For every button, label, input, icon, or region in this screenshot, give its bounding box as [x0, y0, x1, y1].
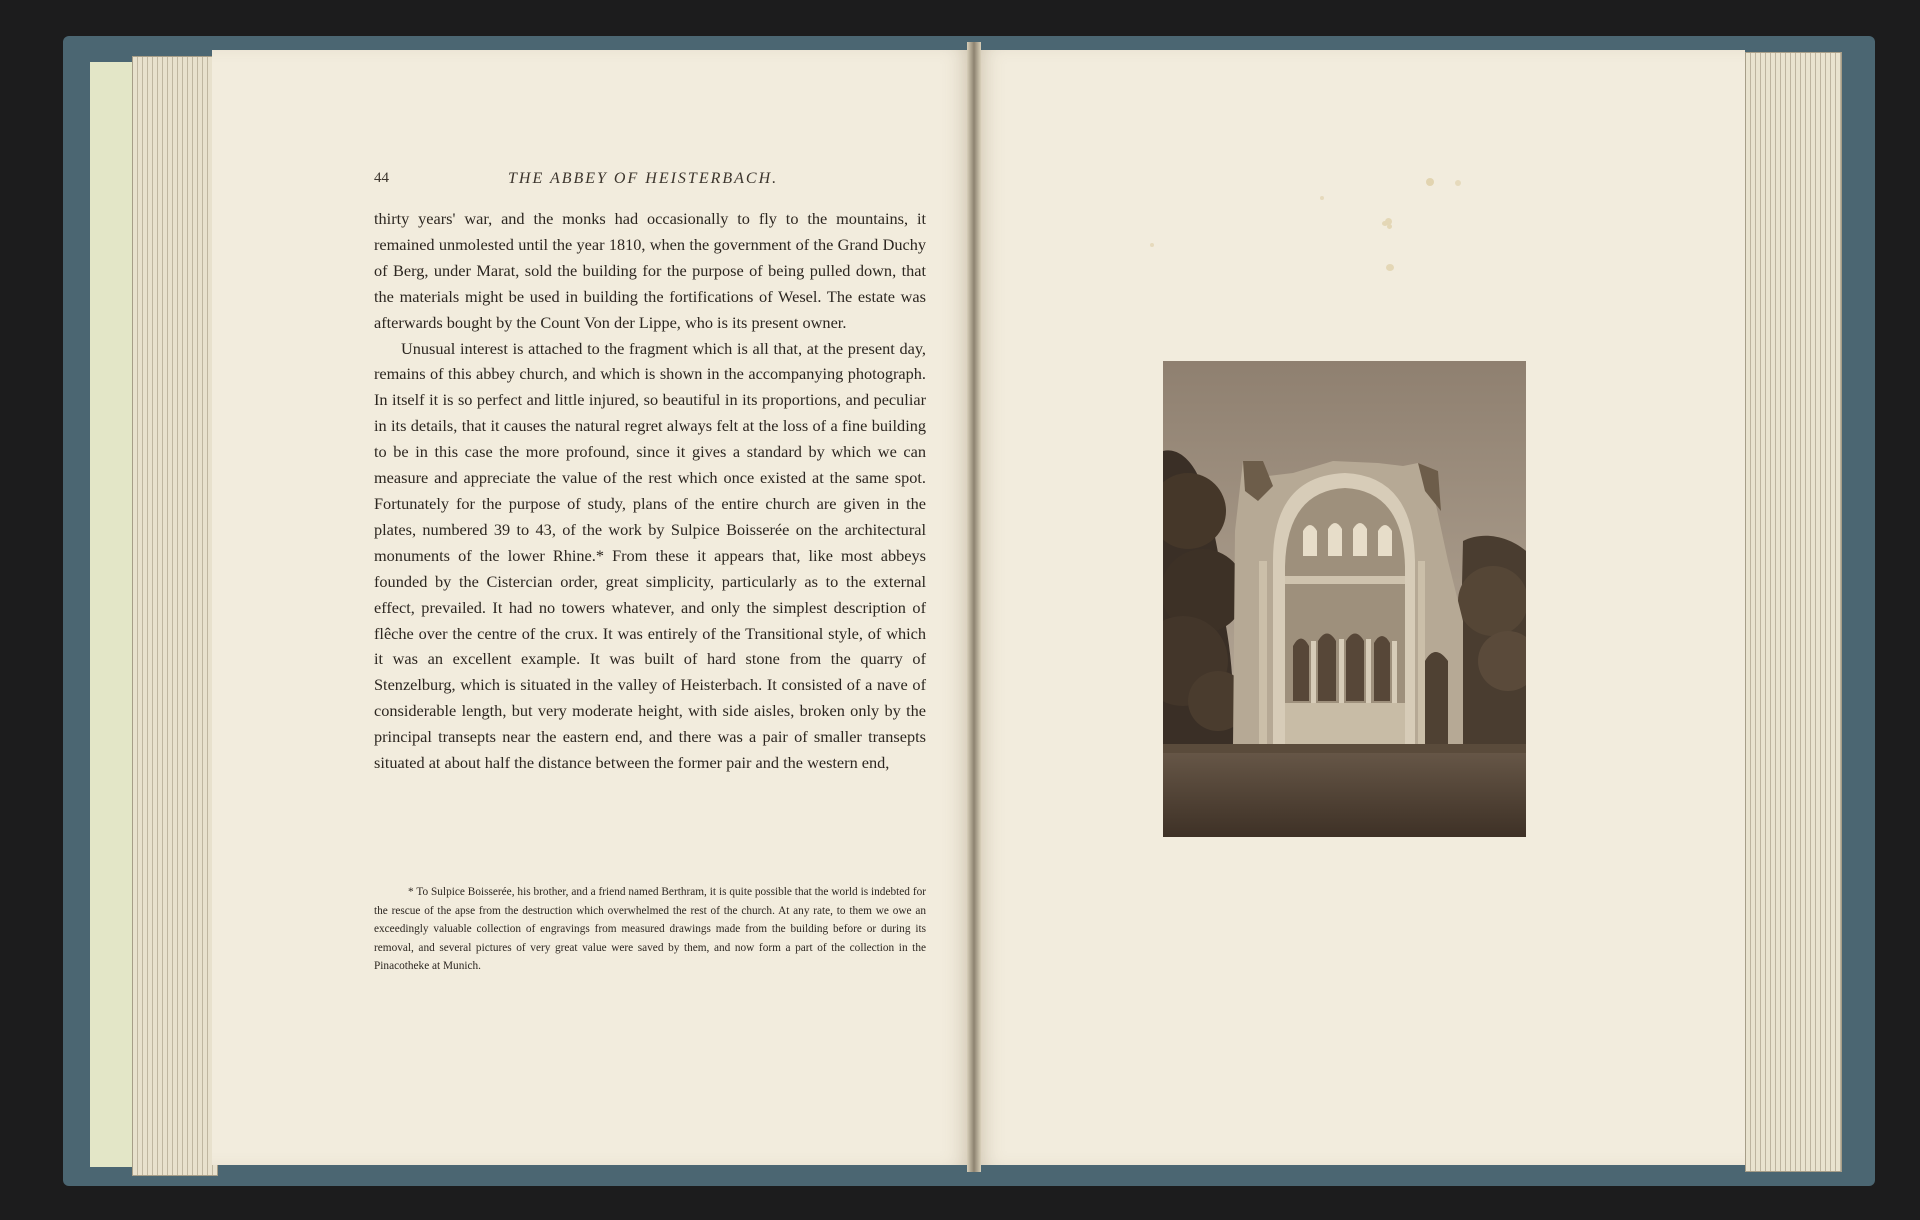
- footnote: * To Sulpice Boisserée, his brother, and a friend named Berthram, it is quite possible that the world is indebted for the rescue of the apse from the destruction which overwhelmed the rest of the church. At any rate, to them we owe an exceedingly valuable collection of engravings from measured drawings made from the building before or during its removal, and several pictures of very great value were saved by them, and now form a part of the collection in the Pinacotheke at Munich.: [374, 886, 926, 972]
- running-title: THE ABBEY OF HEISTERBACH.: [508, 170, 779, 187]
- paragraph: thirty years' war, and the monks had occasionally to fly to the mountains, it remained unmolested until the year 1810, when the government of the Grand Duchy of Berg, under Marat, sold the building for the purpose of being pulled down, that the materials might be used in building the fortifications of Wesel. The estate was afterwards bought by the Count Von der Lippe, who is its present owner.: [374, 209, 926, 332]
- page-number: 44: [374, 170, 389, 186]
- page-stack-left: [132, 56, 218, 1176]
- abbey-ruin-photograph: [1163, 361, 1526, 837]
- body-text: [374, 206, 926, 776]
- page-stack-right: [1745, 52, 1842, 1172]
- book-gutter: [967, 42, 981, 1172]
- page-header: [374, 170, 914, 194]
- paragraph: Unusual interest is attached to the fragment which is all that, at the present day, remains of this abbey church, and which is shown in the accompanying photograph. In itself it is so perfect and little injured, so beautiful in its proportions, and peculiar in its details, that it causes the natural regret always felt at the loss of a fine building to be in this case the more profound, since it gives a standard by which we can measure and appreciate the value of the rest which once existed at the same spot. Fortunately for the purpose of study, plans of the entire church are given in the plates, numbered 39 to 43, of the work by Sulpice Boisserée on the architectural monuments of the lower Rhine.* From these it appears that, like most abbeys founded by the Cistercian order, great simplicity, particularly as to the external effect, prevailed. It had no towers whatever, and only the simplest description of flêche over the centre of the crux. It was entirely of the Transitional style, of which it was an excellent example. It was built of hard stone from the quarry of Stenzelburg, which is situated in the valley of Heisterbach. It consisted of a nave of considerable length, but very moderate height, with side aisles, broken only by the principal transepts near the eastern end, and there was a pair of smaller transepts situated at about half the distance between the former pair and the western end,: [374, 338, 926, 773]
